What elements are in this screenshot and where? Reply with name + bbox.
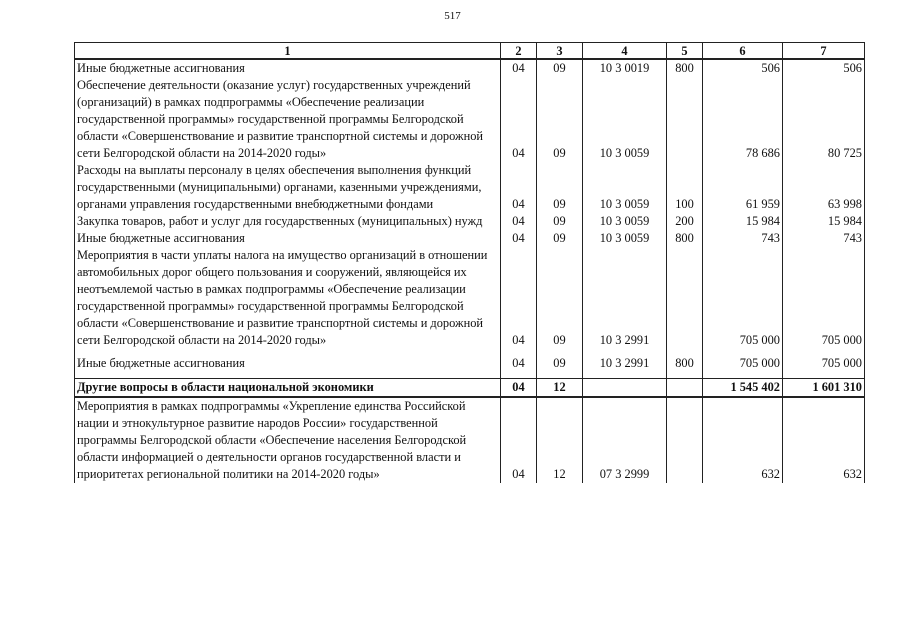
row-expense-type: 100 <box>667 162 703 213</box>
row-target-code: 07 3 2999 <box>583 397 667 483</box>
row-subsection: 09 <box>537 77 583 162</box>
row-section: 04 <box>501 59 537 77</box>
row-name: Закупка товаров, работ и услуг для государственных (муниципальных) нужд <box>75 213 501 230</box>
row-subsection: 09 <box>537 247 583 349</box>
row-amount-1: 705 000 <box>703 355 783 372</box>
row-section: 04 <box>501 162 537 213</box>
table-row <box>75 77 865 162</box>
row-amount-2: 743 <box>783 230 865 247</box>
row-amount-1: 15 984 <box>703 213 783 230</box>
row-name: Иные бюджетные ассигнования <box>75 355 501 372</box>
row-subsection: 09 <box>537 162 583 213</box>
header-col-3: 3 <box>537 43 583 60</box>
row-target-code: 10 3 0059 <box>583 77 667 162</box>
budget-table <box>74 42 865 483</box>
row-subsection: 12 <box>537 397 583 483</box>
page-number: 517 <box>444 10 461 22</box>
row-amount-2: 1 601 310 <box>783 379 865 398</box>
row-subsection: 09 <box>537 230 583 247</box>
row-subsection: 12 <box>537 379 583 398</box>
row-expense-type: 800 <box>667 230 703 247</box>
row-section: 04 <box>501 77 537 162</box>
row-name: Иные бюджетные ассигнования <box>75 59 501 77</box>
row-amount-1: 61 959 <box>703 162 783 213</box>
table-row <box>75 397 865 483</box>
row-amount-1: 705 000 <box>703 247 783 349</box>
row-target-code: 10 3 0059 <box>583 162 667 213</box>
row-amount-2: 63 998 <box>783 162 865 213</box>
row-section: 04 <box>501 230 537 247</box>
header-col-4: 4 <box>583 43 667 60</box>
row-amount-2: 705 000 <box>783 355 865 372</box>
table-row-section-total <box>75 379 865 398</box>
header-col-1: 1 <box>75 43 501 60</box>
row-amount-1: 632 <box>703 397 783 483</box>
row-target-code: 10 3 2991 <box>583 247 667 349</box>
table-row <box>75 355 865 372</box>
row-subsection: 09 <box>537 213 583 230</box>
header-col-7: 7 <box>783 43 865 60</box>
row-amount-1: 743 <box>703 230 783 247</box>
row-name: Другие вопросы в области национальной экономики <box>75 379 501 398</box>
row-amount-2: 80 725 <box>783 77 865 162</box>
row-section: 04 <box>501 397 537 483</box>
table-row <box>75 230 865 247</box>
table-row <box>75 162 865 213</box>
row-target-code: 10 3 0059 <box>583 213 667 230</box>
row-amount-2: 15 984 <box>783 213 865 230</box>
row-amount-2: 506 <box>783 59 865 77</box>
row-expense-type: 800 <box>667 355 703 372</box>
header-col-2: 2 <box>501 43 537 60</box>
table-row <box>75 59 865 77</box>
row-subsection: 09 <box>537 355 583 372</box>
row-section: 04 <box>501 247 537 349</box>
row-target-code: 10 3 0019 <box>583 59 667 77</box>
row-expense-type <box>667 247 703 349</box>
row-amount-1: 506 <box>703 59 783 77</box>
row-amount-2: 632 <box>783 397 865 483</box>
row-name: Обеспечение деятельности (оказание услуг) государственных учреждений (организаций) в рамках подпрограммы «Обеспечение реализации государственной программы» государственной программы Белгородской области «Совершенствование и развитие транспортной системы и дорожной сети Белгородской области на 2014-2020 годы» <box>75 77 501 162</box>
row-name: Расходы на выплаты персоналу в целях обеспечения выполнения функций государственными (муниципальными) органами, казенными учреждениями, органами управления государственными внебюджетными фондами <box>75 162 501 213</box>
table-row <box>75 213 865 230</box>
header-col-5: 5 <box>667 43 703 60</box>
row-section: 04 <box>501 379 537 398</box>
row-expense-type: 800 <box>667 59 703 77</box>
row-target-code: 10 3 2991 <box>583 355 667 372</box>
row-name: Иные бюджетные ассигнования <box>75 230 501 247</box>
row-expense-type <box>667 77 703 162</box>
row-target-code <box>583 379 667 398</box>
row-subsection: 09 <box>537 59 583 77</box>
row-expense-type <box>667 379 703 398</box>
row-target-code: 10 3 0059 <box>583 230 667 247</box>
row-name: Мероприятия в рамках подпрограммы «Укрепление единства Российской нации и этнокультурное развитие народов России» государственной программы Белгородской области «Обеспечение населения Белгородской области информацией о деятельности органов государственной власти и приоритетах региональной политики на 2014-2020 годы» <box>75 397 501 483</box>
row-name: Мероприятия в части уплаты налога на имущество организаций в отношении автомобильных дорог общего пользования и сооружений, являющейся их неотъемлемой частью в рамках подпрограммы «Обеспечение реализации государственной программы» государственной программы Белгородской области «Совершенствование и развитие транспортной системы и дорожной сети Белгородской области на 2014-2020 годы» <box>75 247 501 349</box>
row-amount-2: 705 000 <box>783 247 865 349</box>
row-section: 04 <box>501 213 537 230</box>
table-row <box>75 247 865 349</box>
row-amount-1: 78 686 <box>703 77 783 162</box>
row-expense-type <box>667 397 703 483</box>
row-section: 04 <box>501 355 537 372</box>
row-expense-type: 200 <box>667 213 703 230</box>
header-row <box>75 43 865 60</box>
row-amount-1: 1 545 402 <box>703 379 783 398</box>
header-col-6: 6 <box>703 43 783 60</box>
